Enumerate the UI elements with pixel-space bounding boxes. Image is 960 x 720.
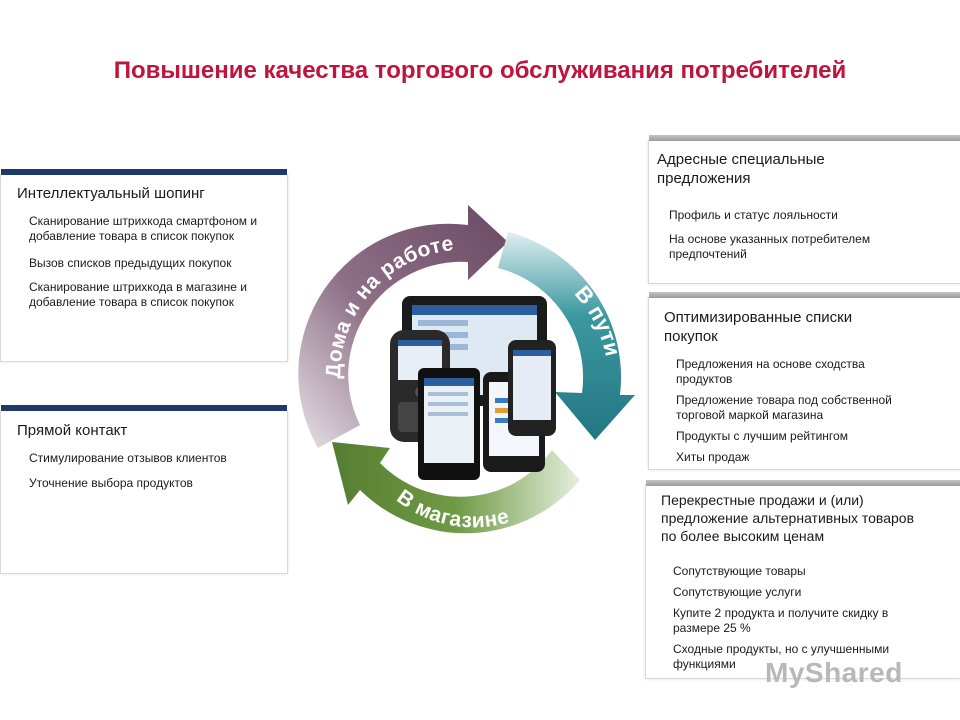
- panel-header-bar: [646, 480, 960, 486]
- panel-list: [29, 451, 284, 491]
- devices-illustration: [390, 296, 556, 480]
- list-item: Купите 2 продукта и получите скидку в размере 25 %: [673, 606, 889, 635]
- smart-shopping-panel: [0, 174, 288, 362]
- panel-title: Перекрестные продажи и (или) предложение альтернативных товаров по более высоким ценам: [661, 492, 915, 544]
- panel-list: [676, 357, 926, 465]
- list-item: Сопутствующие товары: [673, 564, 806, 578]
- list-item: Уточнение выбора продуктов: [29, 476, 193, 490]
- panel-header-bar: [1, 169, 287, 175]
- list-item: Стимулирование отзывов клиентов: [29, 451, 227, 465]
- cross-sell-panel: [645, 485, 960, 679]
- panel-header-bar: [649, 292, 960, 298]
- list-item: Продукты с лучшим рейтингом: [676, 429, 848, 443]
- list-item: Сходные продукты, но с улучшенными функциями: [673, 642, 890, 671]
- targeted-offers-panel: [648, 140, 960, 284]
- list-item: Вызов списков предыдущих покупок: [29, 256, 232, 270]
- page-title: Повышение качества торгового обслуживания потребителей: [113, 57, 847, 84]
- panel-title: Адресные специальные предложения: [657, 151, 825, 187]
- list-item: Хиты продаж: [676, 450, 750, 464]
- in-store-label: В магазине: [392, 485, 512, 533]
- list-item: Сканирование штрихкода в магазине и добавление товара в список покупок: [29, 280, 247, 309]
- cycle-diagram: [290, 180, 650, 570]
- panel-title: Оптимизированные списки покупок: [664, 309, 853, 345]
- panel-header-bar: [1, 405, 287, 411]
- panel-header-bar: [649, 135, 960, 141]
- home-work-label: Дома и на работе: [322, 232, 456, 379]
- direct-contact-panel: [0, 410, 288, 574]
- panel-title: Интеллектуальный шопинг: [17, 185, 205, 202]
- list-item: Сопутствующие услуги: [673, 585, 802, 599]
- panel-list: [673, 564, 923, 672]
- list-item: Профиль и статус лояльности: [669, 208, 838, 222]
- watermark-logo: MyShared: [765, 657, 903, 688]
- on-the-way-label: В пути: [570, 280, 626, 359]
- list-item: Сканирование штрихкода смартфоном и добавление товара в список покупок: [29, 214, 258, 243]
- list-item: Предложения на основе сходства продуктов: [676, 357, 865, 386]
- list-item: Предложение товара под собственной торговой маркой магазина: [676, 393, 892, 422]
- panel-list: [29, 214, 284, 310]
- list-item: На основе указанных потребителем предпочтений: [669, 232, 871, 261]
- optimized-lists-panel: [648, 297, 960, 470]
- panel-title: Прямой контакт: [17, 422, 128, 439]
- panel-list: [669, 208, 909, 262]
